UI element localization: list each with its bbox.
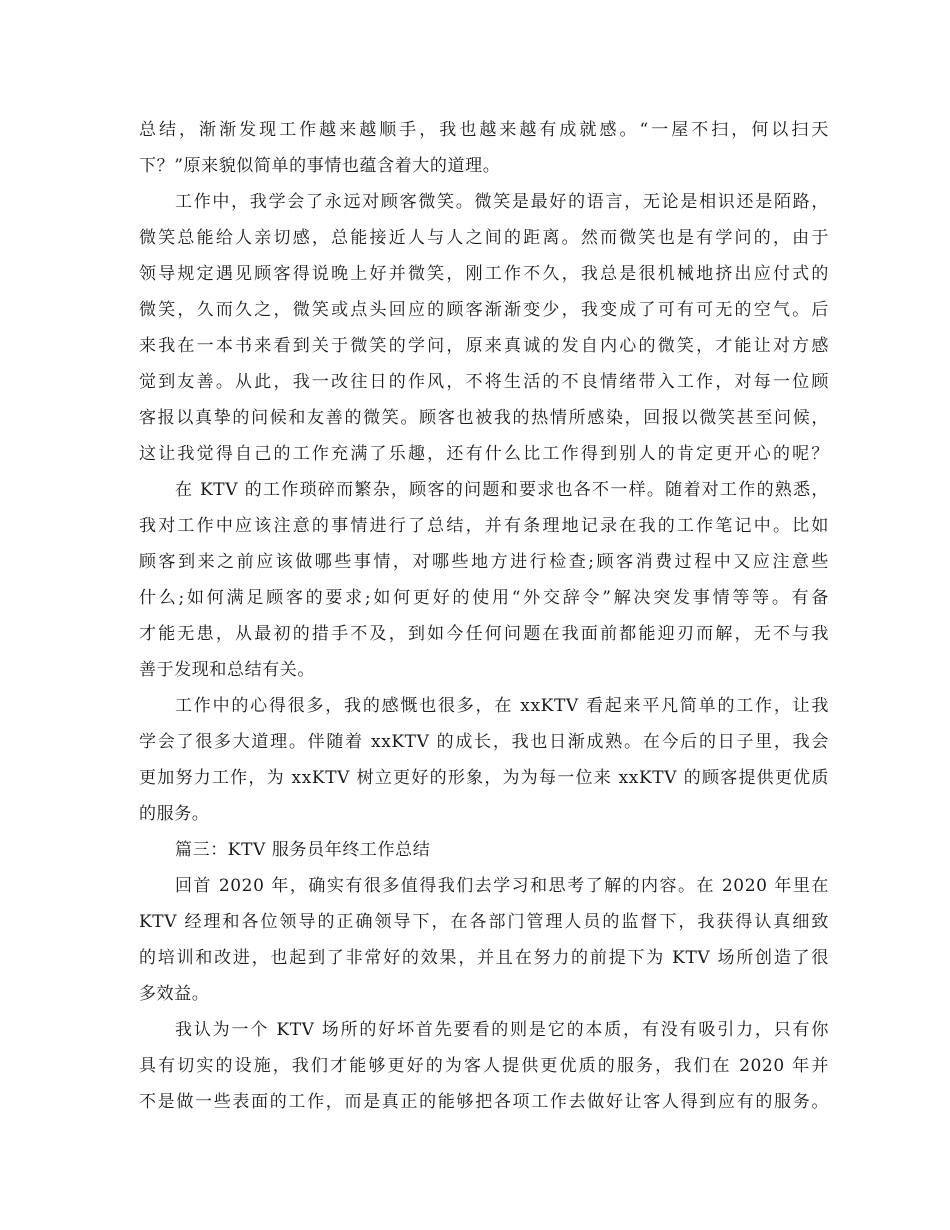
- section-heading: 篇三：KTV 服务员年终工作总结: [175, 840, 431, 860]
- text-line: 顾客到来之前应该做哪些事情，对哪些地方进行检查;顾客消费过程中又应注意些: [139, 552, 829, 572]
- text-line: 具有切实的设施，我们才能够更好的为客人提供更优质的服务，我们在 2020 年并: [139, 1056, 829, 1076]
- text-line: 微笑总能给人亲切感，总能接近人与人之间的距离。然而微笑也是有学问的，由于: [139, 228, 829, 248]
- paragraph-first-line: 在 KTV 的工作琐碎而繁杂，顾客的问题和要求也各不一样。随着对工作的熟悉，: [175, 480, 829, 500]
- text-line: 才能无患，从最初的措手不及，到如今任何问题在我面前都能迎刃而解，无不与我: [139, 624, 829, 644]
- text-line: 领导规定遇见顾客得说晚上好并微笑，刚工作不久，我总是很机械地挤出应付式的: [139, 264, 829, 284]
- text-line: 的服务。: [139, 804, 210, 824]
- text-line: 的培训和改进，也起到了非常好的效果，并且在努力的前提下为 KTV 场所创造了很: [139, 948, 829, 968]
- paragraph-first-line: 工作中，我学会了永远对顾客微笑。微笑是最好的语言，无论是相识还是陌路，: [175, 192, 829, 212]
- text-line: 不是做一些表面的工作，而是真正的能够把各项工作去做好让客人得到应有的服务。: [139, 1092, 829, 1112]
- text-line: 觉到友善。从此，我一改往日的作风，不将生活的不良情绪带入工作，对每一位顾: [139, 372, 829, 392]
- paragraph-first-line: 工作中的心得很多，我的感慨也很多，在 xxKTV 看起来平凡简单的工作，让我: [175, 696, 829, 716]
- text-line: 客报以真挚的问候和友善的微笑。顾客也被我的热情所感染，回报以微笑甚至问候，: [139, 408, 829, 428]
- text-line: 更加努力工作，为 xxKTV 树立更好的形象，为为每一位来 xxKTV 的顾客提供更优质: [139, 768, 829, 788]
- text-line: 多效益。: [139, 984, 210, 1004]
- text-line: 下？”原来貌似简单的事情也蕴含着大的道理。: [139, 156, 501, 176]
- text-line: 我对工作中应该注意的事情进行了总结，并有条理地记录在我的工作笔记中。比如: [139, 516, 829, 536]
- text-line: 这让我觉得自己的工作充满了乐趣，还有什么比工作得到别人的肯定更开心的呢？: [139, 444, 829, 464]
- text-line: 什么;如何满足顾客的要求;如何更好的使用“外交辞令”解决突发事情等等。有备: [139, 588, 829, 608]
- text-line: 善于发现和总结有关。: [139, 660, 315, 680]
- paragraph-first-line: 我认为一个 KTV 场所的好坏首先要看的则是它的本质，有没有吸引力，只有你: [175, 1020, 829, 1040]
- text-line: 微笑，久而久之，微笑或点头回应的顾客渐渐变少，我变成了可有可无的空气。后: [139, 300, 829, 320]
- paragraph-first-line: 回首 2020 年，确实有很多值得我们去学习和思考了解的内容。在 2020 年里在: [175, 876, 829, 896]
- text-line: 总结，渐渐发现工作越来越顺手，我也越来越有成就感。“一屋不扫，何以扫天: [139, 120, 829, 140]
- text-line: 学会了很多大道理。伴随着 xxKTV 的成长，我也日渐成熟。在今后的日子里，我会: [139, 732, 829, 752]
- text-line: KTV 经理和各位领导的正确领导下，在各部门管理人员的监督下，我获得认真细致: [139, 912, 829, 932]
- text-line: 来我在一本书来看到关于微笑的学问，原来真诚的发自内心的微笑，才能让对方感: [139, 336, 829, 356]
